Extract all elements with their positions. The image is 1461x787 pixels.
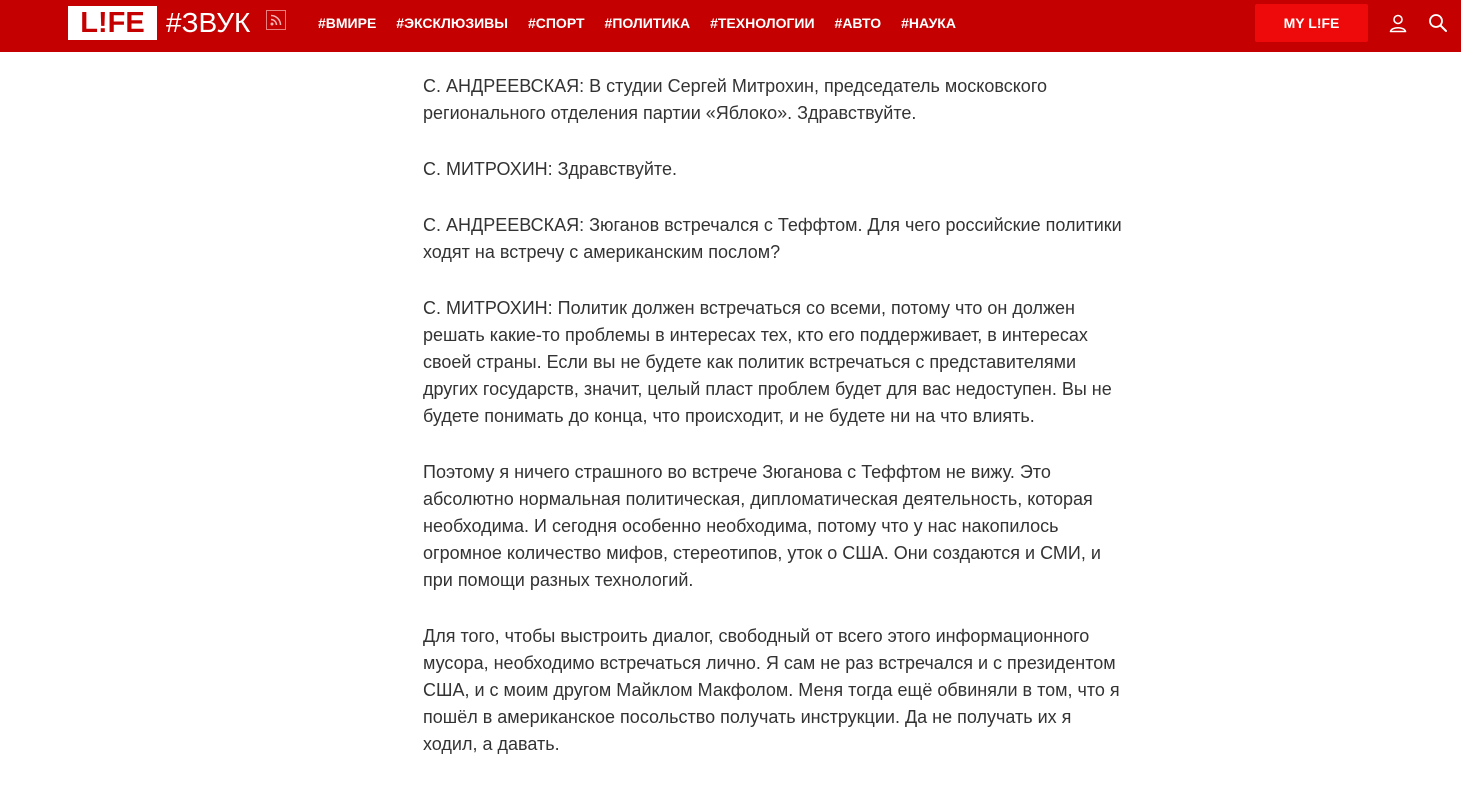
nav-item-sport[interactable]: #СПОРТ — [527, 15, 585, 31]
nav-item-politics[interactable]: #ПОЛИТИКА — [604, 15, 691, 31]
article-paragraph: С. МИТРОХИН: Здравствуйте. — [423, 159, 677, 179]
user-icon-glyph — [1388, 13, 1408, 33]
article-paragraph: С. АНДРЕЕВСКАЯ: В студии Сергей Митрохин, председатель московского регионального отделения партии «Яблоко». Здравствуйте. — [423, 76, 1047, 123]
nav-item-world[interactable]: #ВМИРЕ — [318, 15, 377, 31]
nav-item-science[interactable]: #НАУКА — [901, 15, 956, 31]
user-icon[interactable] — [1387, 12, 1409, 34]
my-life-button[interactable]: MY L!FE — [1255, 4, 1368, 42]
site-logo[interactable] — [68, 6, 157, 40]
rss-icon-glyph — [270, 14, 282, 26]
site-logo-text: L!FE — [80, 6, 145, 39]
search-icon[interactable] — [1427, 12, 1449, 34]
main-nav — [318, 14, 976, 32]
article-body — [423, 73, 1123, 787]
article-paragraph: Для того, чтобы выстроить диалог, свободный от всего этого информационного мусора, необходимо встречаться лично. Я сам не раз встречался и с президентом США, и с моим другом Майклом Макфолом. Меня тогда ещё обвиняли в том, что я пошёл в американское посольство получать инструкции. Да не получать их я ходил, а давать. — [423, 626, 1120, 754]
nav-item-exclusives[interactable]: #ЭКСКЛЮЗИВЫ — [396, 15, 508, 31]
search-icon-glyph — [1428, 13, 1448, 33]
article-paragraph: С. АНДРЕЕВСКАЯ: Зюганов встречался с Теффтом. Для чего российские политики ходят на встречу с американским послом? — [423, 215, 1122, 262]
rss-icon[interactable] — [266, 10, 286, 30]
article-paragraph: С. МИТРОХИН: Политик должен встречаться со всеми, потому что он должен решать какие-то проблемы в интересах тех, кто его поддерживает, в интересах своей страны. Если вы не будете как политик встречаться с представителями других государств, значит, целый пласт проблем будет для вас недоступен. Вы не будете понимать до конца, что происходит, и не будете ни на что влиять. — [423, 298, 1112, 426]
nav-item-auto[interactable]: #АВТО — [834, 15, 882, 31]
article-paragraph: Поэтому я ничего страшного во встрече Зюганова с Теффтом не вижу. Это абсолютно нормальная политическая, дипломатическая деятельность, которая необходима. И сегодня особенно необходима, потому что у нас накопилось огромное количество мифов, стереотипов, уток о США. Они создаются и СМИ, и при помощи разных технологий. — [423, 462, 1101, 590]
top-navigation-bar — [0, 0, 1461, 52]
nav-item-technology[interactable]: #ТЕХНОЛОГИИ — [710, 15, 815, 31]
section-title[interactable]: #ЗВУК — [166, 7, 251, 38]
